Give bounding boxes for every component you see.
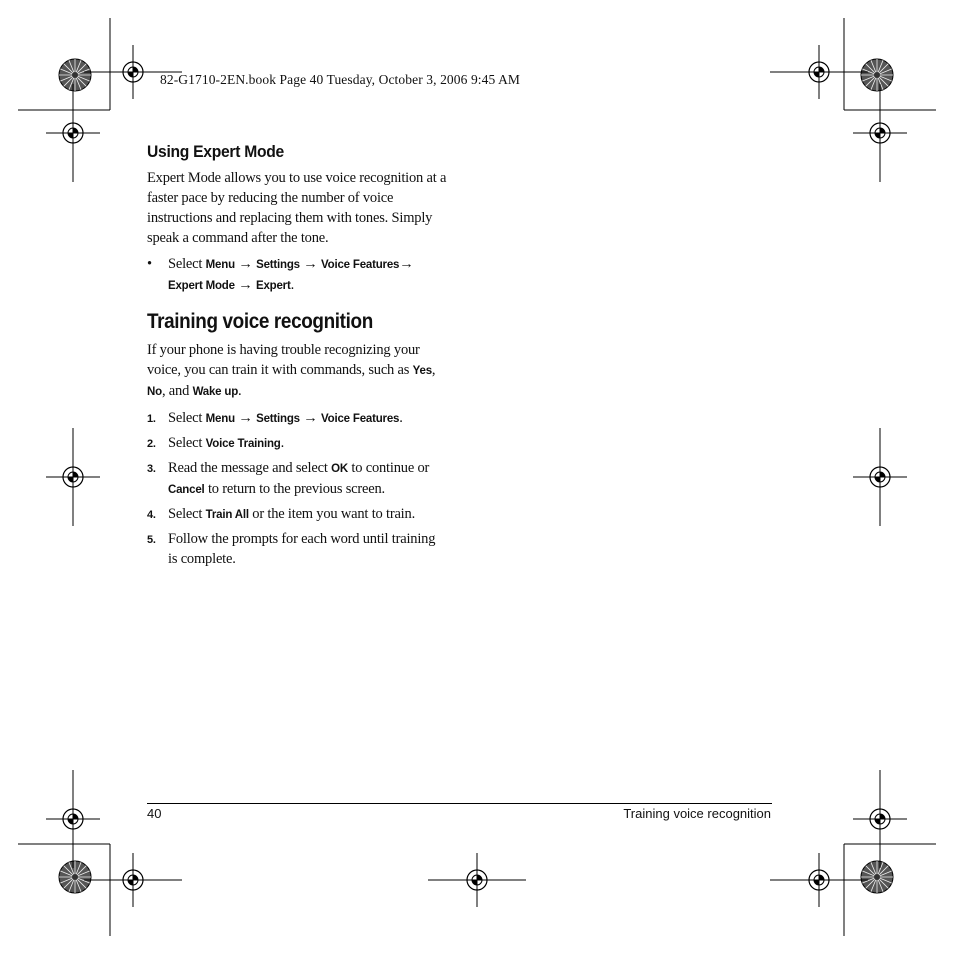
ui-term-expert-mode: Expert Mode bbox=[168, 280, 235, 292]
arrow-icon: → bbox=[303, 256, 318, 272]
ui-term-menu: Menu bbox=[205, 413, 235, 425]
ui-term-wake-up: Wake up bbox=[192, 386, 239, 398]
list-item: 4. Select Train All or the item you want to train. bbox=[147, 504, 447, 525]
main-content bbox=[147, 142, 447, 573]
section-heading-training: Training voice recognition bbox=[147, 310, 373, 333]
ui-term-settings: Settings bbox=[256, 259, 300, 271]
ui-term-settings: Settings bbox=[256, 413, 300, 425]
list-item: • Select Menu → Settings → Voice Features→ Expert Mode → Expert. bbox=[147, 256, 414, 293]
ui-term-yes: Yes bbox=[412, 365, 432, 377]
expert-mode-paragraph: Expert Mode allows you to use voice recognition at a faster pace by reducing the number of voice instructions and replacing them with tones. Simply speak a command after the tone. bbox=[147, 170, 447, 246]
section-heading-expert-mode: Using Expert Mode bbox=[147, 142, 284, 161]
arrow-icon: → bbox=[303, 410, 318, 426]
footer-section-title: Training voice recognition bbox=[623, 806, 771, 821]
starburst-mark bbox=[59, 861, 91, 893]
step-number: 5. bbox=[147, 534, 156, 546]
training-intro-paragraph: If your phone is having trouble recognizing your voice, you can train it with commands, such as Yes, No, and Wake up. bbox=[147, 342, 436, 399]
bullet-glyph: • bbox=[147, 256, 152, 272]
list-item: 3. Read the message and select OK to continue or Cancel to return to the previous screen. bbox=[147, 460, 430, 497]
ui-term-voice-features: Voice Features bbox=[321, 413, 400, 425]
ui-term-expert: Expert bbox=[256, 280, 291, 292]
arrow-icon: → bbox=[238, 256, 253, 272]
ui-term-no: No bbox=[147, 386, 162, 398]
step-number: 2. bbox=[147, 438, 156, 450]
list-item: 5. Follow the prompts for each word until training is complete. bbox=[147, 531, 436, 567]
starburst-mark bbox=[59, 59, 91, 91]
list-item: 1. Select Menu → Settings → Voice Features. bbox=[147, 408, 447, 429]
arrow-icon: → bbox=[238, 410, 253, 426]
ui-term-train-all: Train All bbox=[205, 509, 249, 521]
arrow-icon: → bbox=[399, 256, 414, 272]
page-number: 40 bbox=[147, 806, 162, 821]
ui-term-ok: OK bbox=[331, 463, 348, 475]
arrow-icon: → bbox=[238, 277, 253, 293]
starburst-mark bbox=[861, 59, 893, 91]
step-number: 3. bbox=[147, 463, 156, 475]
footer-divider bbox=[147, 803, 772, 804]
ui-term-voice-features: Voice Features bbox=[321, 259, 400, 271]
step-number: 4. bbox=[147, 509, 156, 521]
ui-term-cancel: Cancel bbox=[168, 484, 205, 496]
file-info-header: 82-G1710-2EN.book Page 40 Tuesday, October 3, 2006 9:45 AM bbox=[160, 72, 521, 87]
step-number: 1. bbox=[147, 413, 156, 425]
expert-mode-bullet-list bbox=[147, 254, 447, 296]
ui-term-voice-training: Voice Training bbox=[205, 438, 281, 450]
starburst-mark bbox=[861, 861, 893, 893]
list-item: 2. Select Voice Training. bbox=[147, 433, 447, 454]
ui-term-menu: Menu bbox=[205, 259, 235, 271]
training-steps-list bbox=[147, 408, 447, 569]
